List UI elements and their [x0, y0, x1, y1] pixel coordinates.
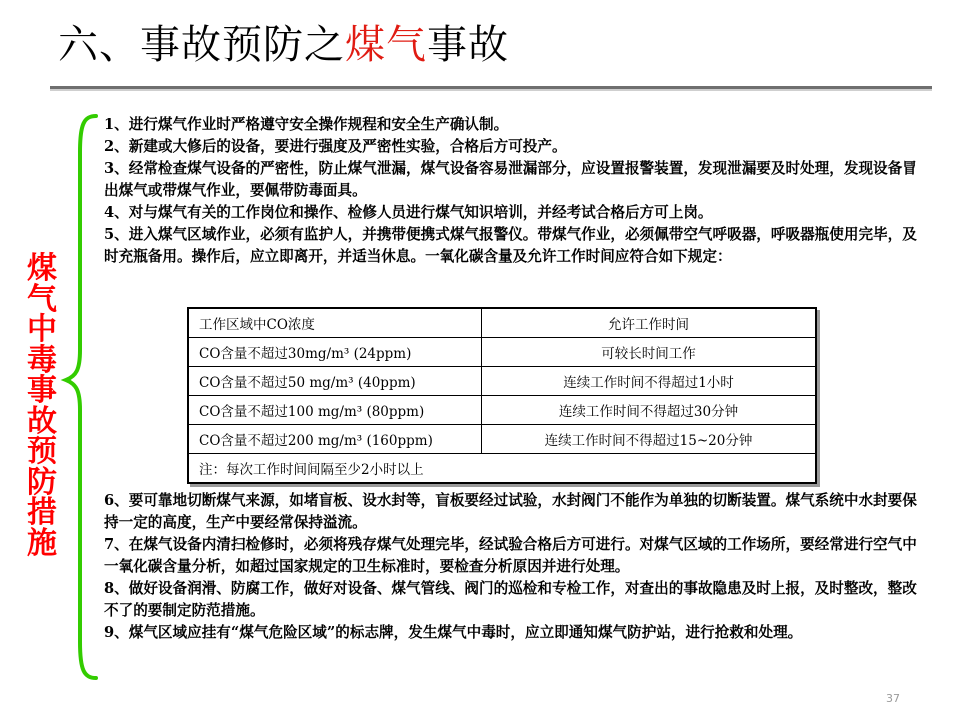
- measures-list-top: [104, 114, 926, 268]
- table-note-row: [188, 454, 816, 484]
- side-label-char: 故: [27, 403, 57, 439]
- list-item: 1、进行煤气作业时严格遵守安全操作规程和安全生产确认制。: [104, 116, 509, 133]
- page-title: [58, 20, 509, 70]
- measures-list-bottom: [104, 490, 926, 644]
- side-label-char: 气: [27, 281, 57, 317]
- title-divider-shadow: [50, 89, 932, 91]
- side-label-char: 预: [27, 434, 57, 469]
- table-cell: 可较长时间工作: [482, 338, 817, 367]
- title-highlight: 煤气: [345, 22, 427, 68]
- table-row: [188, 396, 816, 425]
- list-item: 7、在煤气设备内清扫检修时，必须将残存煤气处理完毕，经试验合格后方可进行。对煤气区域的工作场所，要经常进行空气中一氧化碳含量分析，如超过国家规定的卫生标准时，要检查分析原因并进行处理。: [104, 536, 917, 575]
- table-cell: CO含量不超过50 mg/m³ (40ppm): [188, 367, 482, 396]
- table-row: [188, 367, 816, 396]
- side-label-char: 措: [27, 495, 57, 530]
- table-note: 注：每次工作时间间隔至少2小时以上: [188, 454, 816, 484]
- co-exposure-table: [187, 307, 817, 484]
- side-label-char: 中: [27, 312, 57, 347]
- table-row: [188, 425, 816, 454]
- title-prefix: 六、事故预防之: [58, 22, 345, 68]
- list-item: 9、煤气区域应挂有“煤气危险区域”的标志牌，发生煤气中毒时，应立即通知煤气防护站，进行抢救和处理。: [104, 624, 803, 641]
- side-label-char: 事: [27, 373, 57, 408]
- table-cell: CO含量不超过30mg/m³ (24ppm): [188, 338, 482, 367]
- table-cell: 连续工作时间不得超过1小时: [482, 367, 817, 396]
- table-cell: CO含量不超过200 mg/m³ (160ppm): [188, 425, 482, 454]
- side-label: [24, 251, 60, 561]
- table-row: [188, 338, 816, 367]
- side-label-char: 毒: [27, 342, 57, 378]
- table-header-row: [188, 308, 816, 338]
- list-item: 4、对与煤气有关的工作岗位和操作、检修人员进行煤气知识培训，并经考试合格后方可上岗。: [104, 204, 713, 221]
- list-item: 2、新建或大修后的设备，要进行强度及严密性实验，合格后方可投产。: [104, 138, 567, 155]
- table-cell: 连续工作时间不得超过15~20分钟: [482, 425, 817, 454]
- list-item: 8、做好设备润滑、防腐工作，做好对设备、煤气管线、阀门的巡检和专检工作，对查出的事故隐患及时上报，及时整改，整改不了的要制定防范措施。: [104, 580, 917, 619]
- list-item: 6、要可靠地切断煤气来源，如堵盲板、设水封等，盲板要经过试验，水封阀门不能作为单独的切断装置。煤气系统中水封要保持一定的高度，生产中要经常保持溢流。: [104, 492, 917, 531]
- table-header-cell: 允许工作时间: [482, 308, 817, 338]
- title-suffix: 事故: [427, 22, 509, 68]
- list-item: 5、进入煤气区域作业，必须有监护人，并携带便携式煤气报警仪。带煤气作业，必须佩带空气呼吸器，呼吸器瓶使用完毕，及时充瓶备用。操作后，应立即离开，并适当休息。一氧化碳含量及允许工作时间应符合如下规定：: [104, 226, 917, 265]
- page-number: 37: [886, 692, 900, 705]
- curly-brace-icon: [60, 112, 100, 682]
- list-item: 3、经常检查煤气设备的严密性，防止煤气泄漏，煤气设备容易泄漏部分，应设置报警装置，发现泄漏要及时处理，发现设备冒出煤气或带煤气作业，要佩带防毒面具。: [104, 160, 917, 199]
- table-cell: 连续工作时间不得超过30分钟: [482, 396, 817, 425]
- side-label-char: 施: [27, 525, 57, 561]
- side-label-char: 煤: [27, 251, 57, 286]
- table-cell: CO含量不超过100 mg/m³ (80ppm): [188, 396, 482, 425]
- side-label-char: 防: [27, 464, 57, 500]
- table-header-cell: 工作区域中CO浓度: [188, 308, 482, 338]
